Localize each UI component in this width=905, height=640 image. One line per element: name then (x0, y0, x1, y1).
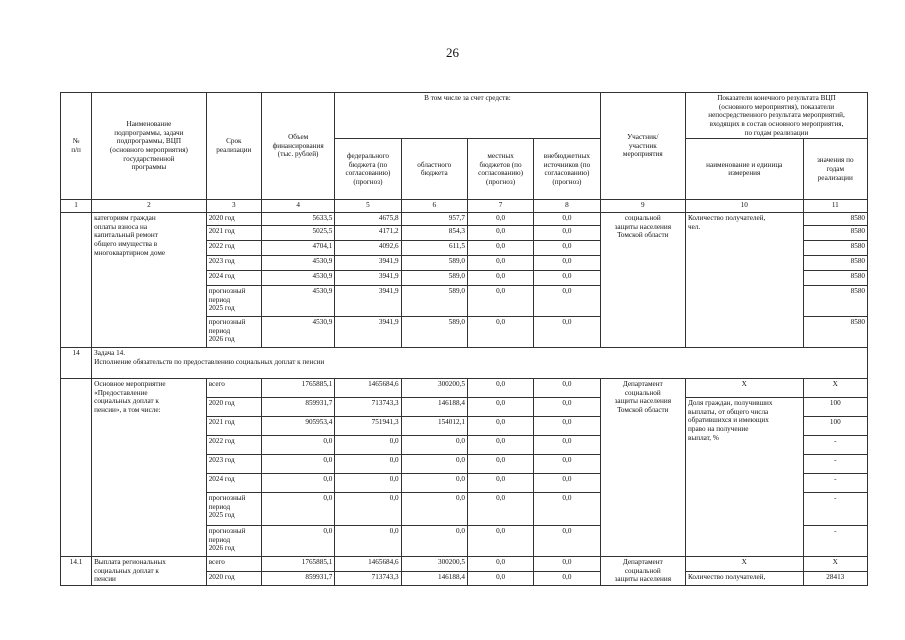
header-indicator-values: значения по годам реализации (803, 139, 867, 200)
column-number: 7 (467, 200, 533, 213)
participant-cell: социальной защиты населения Томской области (600, 213, 685, 348)
indicator-value-cell: Х (803, 379, 867, 398)
federal-cell: 3941,9 (335, 271, 401, 286)
indicator-value-cell: - (803, 493, 867, 526)
column-number-row (61, 200, 868, 213)
local-cell: 0,0 (467, 417, 533, 436)
volume-cell: 0,0 (261, 493, 334, 526)
local-cell: 0,0 (467, 256, 533, 271)
term-cell: 2020 год (206, 571, 261, 585)
term-cell: прогнозный период 2025 год (206, 493, 261, 526)
local-cell: 0,0 (467, 493, 533, 526)
column-number: 4 (261, 200, 334, 213)
volume-cell: 905953,4 (261, 417, 334, 436)
extrabudget-cell: 0,0 (534, 286, 600, 317)
local-cell: 0,0 (467, 436, 533, 455)
volume-cell: 4530,9 (261, 256, 334, 271)
extrabudget-cell: 0,0 (534, 256, 600, 271)
participant-cell: Департамент социальной защиты населения (600, 557, 685, 586)
term-cell: прогнозный период 2025 год (206, 286, 261, 317)
term-cell: 2020 год (206, 398, 261, 417)
extrabudget-cell: 0,0 (534, 213, 600, 226)
regional-cell: 0,0 (401, 526, 467, 557)
term-cell: 2024 год (206, 474, 261, 493)
local-cell: 0,0 (467, 271, 533, 286)
header-num: № п/п (61, 93, 92, 200)
regional-cell: 0,0 (401, 436, 467, 455)
indicator-value-cell: 8580 (803, 241, 867, 256)
regional-cell: 957,7 (401, 213, 467, 226)
regional-cell: 300200,5 (401, 379, 467, 398)
federal-cell: 1465684,6 (335, 557, 401, 571)
term-cell: 2021 год (206, 417, 261, 436)
header-volume: Объем финансирования (тыс. рублей) (261, 93, 334, 200)
column-number: 5 (335, 200, 401, 213)
regional-cell: 854,3 (401, 226, 467, 241)
extrabudget-cell: 0,0 (534, 571, 600, 585)
federal-cell: 713743,3 (335, 571, 401, 585)
indicator-value-cell: 8580 (803, 256, 867, 271)
regional-cell: 0,0 (401, 493, 467, 526)
volume-cell: 4530,9 (261, 271, 334, 286)
extrabudget-cell: 0,0 (534, 557, 600, 571)
local-cell: 0,0 (467, 241, 533, 256)
term-cell: всего (206, 557, 261, 571)
column-number: 10 (686, 200, 804, 213)
local-cell: 0,0 (467, 455, 533, 474)
regional-cell: 154012,1 (401, 417, 467, 436)
local-cell: 0,0 (467, 286, 533, 317)
regional-cell: 0,0 (401, 474, 467, 493)
indicator-value-cell: - (803, 436, 867, 455)
regional-cell: 0,0 (401, 455, 467, 474)
header-local: местных бюджетов (по согласованию) (прогноз) (467, 139, 533, 200)
volume-cell: 0,0 (261, 474, 334, 493)
federal-cell: 0,0 (335, 474, 401, 493)
regional-cell: 589,0 (401, 271, 467, 286)
indicator-value-cell: - (803, 526, 867, 557)
term-cell: всего (206, 379, 261, 398)
header-federal: федерального бюджета (по согласованию) (прогноз) (335, 139, 401, 200)
federal-cell: 0,0 (335, 493, 401, 526)
term-cell: 2024 год (206, 271, 261, 286)
indicator-name-cell: Х (686, 557, 804, 571)
volume-cell: 5025,5 (261, 226, 334, 241)
federal-cell: 0,0 (335, 526, 401, 557)
task-row (61, 348, 868, 379)
extrabudget-cell: 0,0 (534, 436, 600, 455)
extrabudget-cell: 0,0 (534, 474, 600, 493)
volume-cell: 0,0 (261, 455, 334, 474)
header-term: Срок реализации (206, 93, 261, 200)
task-text: Задача 14. Исполнение обязательств по предоставлению социальных доплат к пенсии (92, 348, 868, 379)
federal-cell: 0,0 (335, 436, 401, 455)
header-participant: Участник/ участник мероприятия (600, 93, 685, 200)
extrabudget-cell: 0,0 (534, 241, 600, 256)
federal-cell: 3941,9 (335, 256, 401, 271)
table-row (61, 213, 868, 226)
term-cell: 2023 год (206, 256, 261, 271)
federal-cell: 0,0 (335, 455, 401, 474)
federal-cell: 713743,3 (335, 398, 401, 417)
volume-cell: 4530,9 (261, 286, 334, 317)
volume-cell: 4704,1 (261, 241, 334, 256)
table-row (61, 379, 868, 398)
extrabudget-cell: 0,0 (534, 317, 600, 348)
local-cell: 0,0 (467, 213, 533, 226)
extrabudget-cell: 0,0 (534, 493, 600, 526)
column-number: 1 (61, 200, 92, 213)
volume-cell: 859931,7 (261, 398, 334, 417)
indicator-value-cell: 28413 (803, 571, 867, 585)
column-number: 9 (600, 200, 685, 213)
header-indicators: Показатели конечного результата ВЦП (основного мероприятия), показатели непосредственного результата мероприятий, входящих в состав основного мероприятия, по годам реализации (686, 93, 868, 139)
page-number: 26 (446, 45, 459, 60)
indicator-value-cell: 100 (803, 398, 867, 417)
header-extrabudget: внебюджетных источников (по согласованию) (прогноз) (534, 139, 600, 200)
local-cell: 0,0 (467, 379, 533, 398)
extrabudget-cell: 0,0 (534, 526, 600, 557)
regional-cell: 589,0 (401, 286, 467, 317)
column-number: 3 (206, 200, 261, 213)
volume-cell: 5633,5 (261, 213, 334, 226)
regional-cell: 146188,4 (401, 571, 467, 585)
local-cell: 0,0 (467, 317, 533, 348)
regional-cell: 146188,4 (401, 398, 467, 417)
column-number: 8 (534, 200, 600, 213)
volume-cell: 0,0 (261, 526, 334, 557)
federal-cell: 4675,8 (335, 213, 401, 226)
indicator-name-cell: Х (686, 379, 804, 398)
volume-cell: 4530,9 (261, 317, 334, 348)
task-number: 14 (61, 348, 92, 379)
volume-cell: 859931,7 (261, 571, 334, 585)
extrabudget-cell: 0,0 (534, 455, 600, 474)
federal-cell: 1465684,6 (335, 379, 401, 398)
extrabudget-cell: 0,0 (534, 398, 600, 417)
extrabudget-cell: 0,0 (534, 226, 600, 241)
item-name: категориям граждан оплаты взноса на капитальный ремонт общего имущества в многоквартирном доме (92, 213, 207, 348)
term-cell: 2022 год (206, 436, 261, 455)
federal-cell: 751941,3 (335, 417, 401, 436)
indicator-value-cell: 8580 (803, 317, 867, 348)
column-number: 6 (401, 200, 467, 213)
local-cell: 0,0 (467, 526, 533, 557)
term-cell: 2023 год (206, 455, 261, 474)
volume-cell: 0,0 (261, 436, 334, 455)
local-cell: 0,0 (467, 571, 533, 585)
regional-cell: 300200,5 (401, 557, 467, 571)
header-including: В том числе за счет средств: (335, 93, 600, 139)
indicator-value-cell: 8580 (803, 226, 867, 241)
regional-cell: 589,0 (401, 256, 467, 271)
local-cell: 0,0 (467, 398, 533, 417)
row-number-cell: 14.1 (61, 557, 92, 586)
indicator-value-cell: 8580 (803, 213, 867, 226)
indicator-value-cell: 8580 (803, 271, 867, 286)
term-cell: 2020 год (206, 213, 261, 226)
header-regional: областного бюджета (401, 139, 467, 200)
extrabudget-cell: 0,0 (534, 379, 600, 398)
term-cell: 2021 год (206, 226, 261, 241)
regional-cell: 611,5 (401, 241, 467, 256)
indicator-value-cell: 100 (803, 417, 867, 436)
local-cell: 0,0 (467, 474, 533, 493)
volume-cell: 1765885,1 (261, 557, 334, 571)
local-cell: 0,0 (467, 557, 533, 571)
indicator-name-cell: Количество получателей, чел. (686, 213, 804, 348)
term-cell: прогнозный период 2026 год (206, 526, 261, 557)
extrabudget-cell: 0,0 (534, 417, 600, 436)
row-number-cell (61, 379, 92, 557)
extrabudget-cell: 0,0 (534, 271, 600, 286)
program-table (60, 92, 868, 586)
federal-cell: 4092,6 (335, 241, 401, 256)
header-row (61, 93, 868, 139)
indicator-value-cell: 8580 (803, 286, 867, 317)
federal-cell: 3941,9 (335, 317, 401, 348)
column-number: 2 (92, 200, 207, 213)
indicator-name-cell: Доля граждан, получивших выплаты, от общего числа обратившихся и имеющих право на получение выплат, % (686, 398, 804, 557)
item-name: Выплата региональных социальных доплат к пенсии (92, 557, 207, 586)
column-number: 11 (803, 200, 867, 213)
regional-cell: 589,0 (401, 317, 467, 348)
indicator-value-cell: - (803, 474, 867, 493)
header-name: Наименование подпрограммы, задачи подпрограммы, ВЦП (основного мероприятия) государственной программы (92, 93, 207, 200)
row-number-cell (61, 213, 92, 348)
table-row (61, 557, 868, 571)
indicator-value-cell: - (803, 455, 867, 474)
indicator-name-cell: Количество получателей, (686, 571, 804, 585)
federal-cell: 3941,9 (335, 286, 401, 317)
indicator-value-cell: Х (803, 557, 867, 571)
federal-cell: 4171,2 (335, 226, 401, 241)
volume-cell: 1765885,1 (261, 379, 334, 398)
header-indicator-name: наименование и единица измерения (686, 139, 804, 200)
local-cell: 0,0 (467, 226, 533, 241)
participant-cell: Департамент социальной защиты населения Томской области (600, 379, 685, 557)
term-cell: прогнозный период 2026 год (206, 317, 261, 348)
term-cell: 2022 год (206, 241, 261, 256)
item-name: Основное мероприятие «Предоставление социальных доплат к пенсии», в том числе: (92, 379, 207, 557)
